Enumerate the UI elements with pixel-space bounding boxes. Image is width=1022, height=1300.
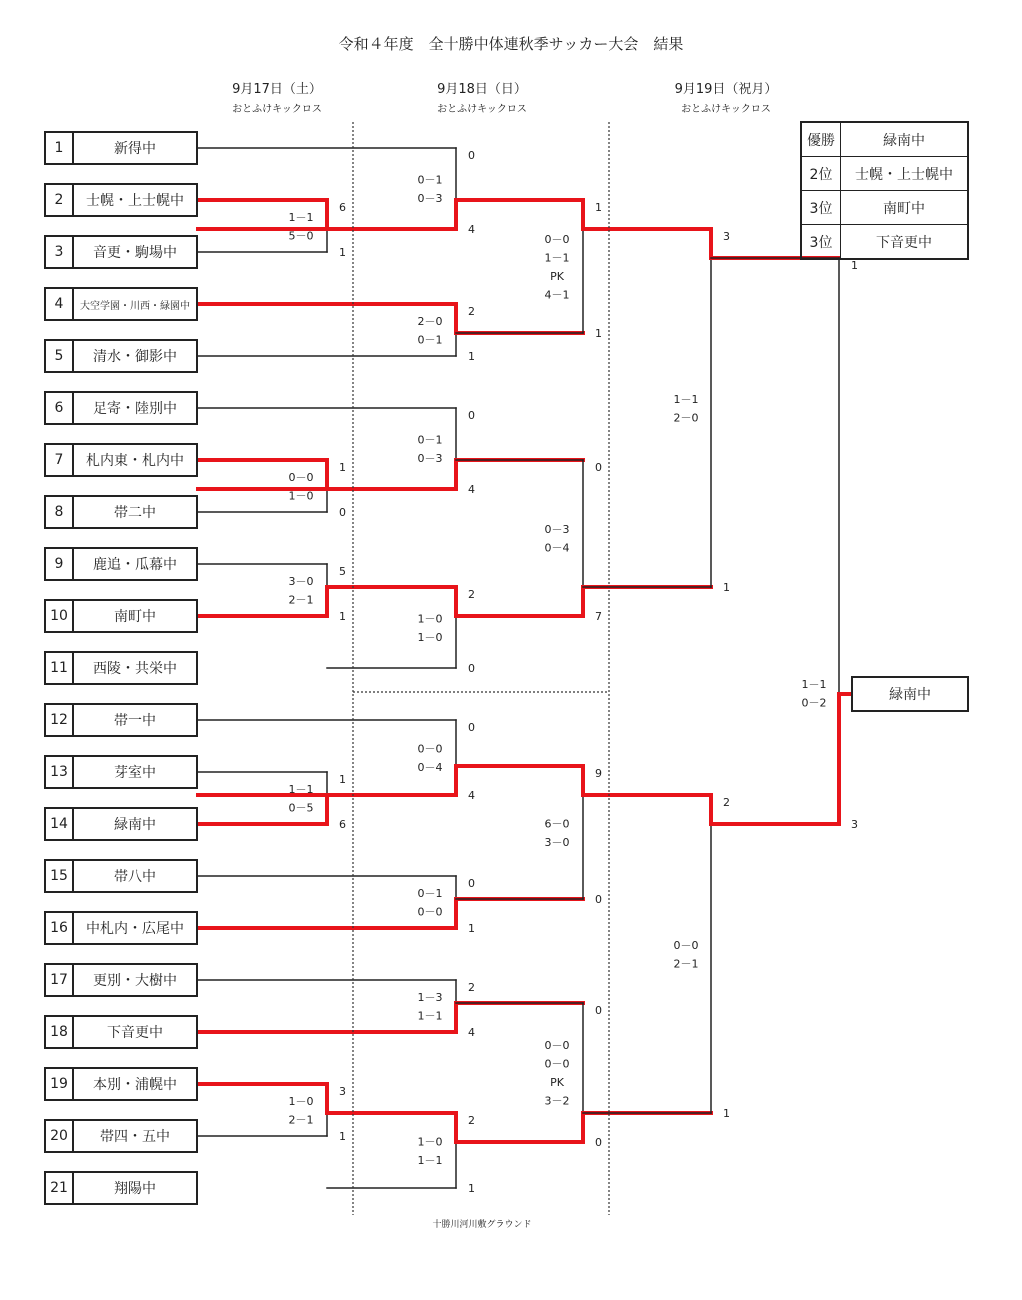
team-number: 13 [46,757,74,787]
score-top: 2 [468,305,475,318]
half-score: 5－0 [288,229,314,243]
half-score: 0－4 [544,541,570,555]
half-score: 0－0 [417,905,443,919]
page-title: 令和４年度 全十勝中体連秋季サッカー大会 結果 [338,35,684,53]
team-name: 足寄・陸別中 [93,401,177,417]
half-score: 2－1 [288,593,314,607]
team-entry [44,443,198,477]
half-score: 0－0 [673,938,699,952]
team-name: 中札内・広尾中 [86,921,184,937]
ranking-place: 2位 [801,157,841,191]
team-entry [44,235,198,269]
team-number: 3 [46,237,74,267]
ranking-place: 3位 [801,225,841,260]
team-name: 大空学園・川西・緑園中 [80,300,190,312]
team-number: 18 [46,1017,74,1047]
team-entry [44,651,198,685]
team-number: 14 [46,809,74,839]
half-score: 6－0 [544,817,570,831]
half-score: 0－0 [544,232,570,246]
half-score: 0－1 [417,886,443,900]
score-bottom: 1 [468,350,475,363]
score-top: 0 [468,409,475,422]
team-number: 20 [46,1121,74,1151]
team-name: 下音更中 [107,1025,163,1041]
half-score: 1－1 [544,251,570,265]
score-bottom: 4 [468,223,475,236]
team-number: 12 [46,705,74,735]
half-score: 1－1 [288,210,314,224]
team-entry [44,391,198,425]
half-score: 4－1 [544,288,570,302]
ranking-place: 優勝 [801,122,841,157]
score-top: 3 [339,1085,346,1098]
half-score: 0－4 [417,760,443,774]
score-bottom: 7 [595,610,602,623]
champion-box: 緑南中 [851,676,969,712]
team-number: 5 [46,341,74,371]
ranking-team: 緑南中 [841,122,969,157]
score-bottom: 1 [595,327,602,340]
score-top: 5 [339,565,346,578]
team-entry [44,1119,198,1153]
team-number: 11 [46,653,74,683]
team-entry [44,755,198,789]
half-score: 0－5 [288,801,314,815]
team-name: 帯一中 [114,713,156,729]
team-number: 19 [46,1069,74,1099]
team-entry [44,495,198,529]
score-top: 2 [723,796,730,809]
team-name: 西陵・共栄中 [93,661,177,677]
score-bottom: 1 [723,1107,730,1120]
half-score: 1－1 [801,678,827,691]
team-entry [44,703,198,737]
half-score: 0－3 [417,191,443,205]
half-score: 3－0 [288,574,314,588]
score-top: 9 [595,767,602,780]
score-top: 6 [339,201,346,214]
team-number: 10 [46,601,74,631]
team-entry [44,1015,198,1049]
score-bottom: 3 [851,818,858,831]
score-bottom: 0 [595,893,602,906]
score-bottom: 1 [339,246,346,259]
team-name: 帯二中 [114,505,156,521]
half-score: 1－0 [417,1135,443,1149]
half-score: 0－1 [417,333,443,347]
half-score: 1－1 [673,392,699,406]
team-entry [44,963,198,997]
team-entry [44,599,198,633]
team-number: 7 [46,445,74,475]
half-score: 0－0 [544,1057,570,1071]
team-name: 更別・大樹中 [93,973,177,989]
score-top: 2 [468,981,475,994]
score-top: 3 [723,230,730,243]
half-score: 1－0 [417,630,443,644]
score-top: 0 [595,461,602,474]
ranking-table [800,121,969,260]
team-number: 1 [46,133,74,163]
team-entry [44,807,198,841]
score-top: 1 [595,201,602,214]
half-score: 2－1 [673,957,699,971]
team-entry [44,287,198,321]
day-venue: おとふけキックロス [232,104,322,115]
ranking-row [801,225,968,260]
ranking-team: 士幌・上士幌中 [841,157,969,191]
day-venue: おとふけキックロス [437,104,527,115]
team-name: 音更・駒場中 [93,245,177,261]
score-bottom: 1 [468,922,475,935]
score-bottom: 1 [723,581,730,594]
half-score: 0－3 [544,522,570,536]
half-score: 1－0 [417,612,443,626]
day-date: 9月18日（日） [437,82,527,97]
score-top: 0 [468,877,475,890]
team-number: 4 [46,289,74,319]
team-name: 本別・浦幌中 [93,1077,177,1093]
day-venue: おとふけキックロス [681,104,771,115]
score-top: 0 [468,721,475,734]
team-name: 帯八中 [114,869,156,885]
score-bottom: 0 [468,662,475,675]
day-date: 9月17日（土） [232,82,322,97]
team-entry [44,1171,198,1205]
score-bottom: 1 [339,1130,346,1143]
team-entry [44,1067,198,1101]
score-top: 0 [595,1004,602,1017]
team-name: 鹿追・瓜幕中 [93,557,177,573]
team-name: 士幌・上士幌中 [86,193,184,209]
team-number: 9 [46,549,74,579]
team-entry [44,911,198,945]
half-score: 2－0 [673,411,699,425]
half-score: 3－0 [544,835,570,849]
half-score: 2－1 [288,1113,314,1127]
ranking-team: 下音更中 [841,225,969,260]
half-score: 1－1 [417,1009,443,1023]
half-score: 3－2 [544,1094,570,1108]
score-bottom: 0 [339,506,346,519]
ranking-place: 3位 [801,191,841,225]
ranking-row [801,122,968,157]
team-name: 翔陽中 [114,1181,156,1197]
half-score: PK [550,269,564,283]
half-score: 1－1 [417,1153,443,1167]
team-entry [44,339,198,373]
ranking-row [801,191,968,225]
score-top: 1 [339,773,346,786]
half-score: 1－3 [417,990,443,1004]
team-name: 札内東・札内中 [86,453,184,469]
score-top: 2 [468,588,475,601]
half-score: 2－0 [417,314,443,328]
score-bottom: 4 [468,1026,475,1039]
half-score: 1－0 [288,489,314,503]
score-bottom: 0 [595,1136,602,1149]
day-date: 9月19日（祝月） [674,82,778,97]
score-bottom: 4 [468,789,475,802]
team-number: 17 [46,965,74,995]
team-name: 新得中 [114,141,156,157]
half-score: 0－3 [417,451,443,465]
team-name: 芽室中 [114,765,156,781]
team-entry [44,547,198,581]
team-name: 南町中 [114,609,156,625]
half-score: 1－0 [288,1094,314,1108]
team-entry [44,183,198,217]
score-top: 1 [851,259,858,272]
half-score: 0－0 [417,742,443,756]
half-score: 0－0 [544,1038,570,1052]
team-number: 8 [46,497,74,527]
half-score: 0－0 [288,470,314,484]
team-name: 帯四・五中 [100,1129,170,1145]
team-number: 16 [46,913,74,943]
score-bottom: 6 [339,818,346,831]
team-number: 2 [46,185,74,215]
half-score: 1－1 [288,782,314,796]
ranking-row [801,157,968,191]
team-entry [44,131,198,165]
score-bottom: 4 [468,483,475,496]
half-score: 0－1 [417,433,443,447]
team-number: 6 [46,393,74,423]
team-entry [44,859,198,893]
team-number: 15 [46,861,74,891]
score-top: 2 [468,1114,475,1127]
team-number: 21 [46,1173,74,1203]
team-name: 清水・御影中 [93,349,177,365]
half-score: 0－2 [801,696,827,710]
ground-note: 十勝川河川敷グラウンド [432,1220,532,1230]
score-top: 0 [468,149,475,162]
half-score: 0－1 [417,173,443,187]
team-name: 緑南中 [114,817,156,833]
score-top: 1 [339,461,346,474]
score-bottom: 1 [468,1182,475,1195]
half-score: PK [550,1075,564,1089]
score-bottom: 1 [339,610,346,623]
ranking-team: 南町中 [841,191,969,225]
